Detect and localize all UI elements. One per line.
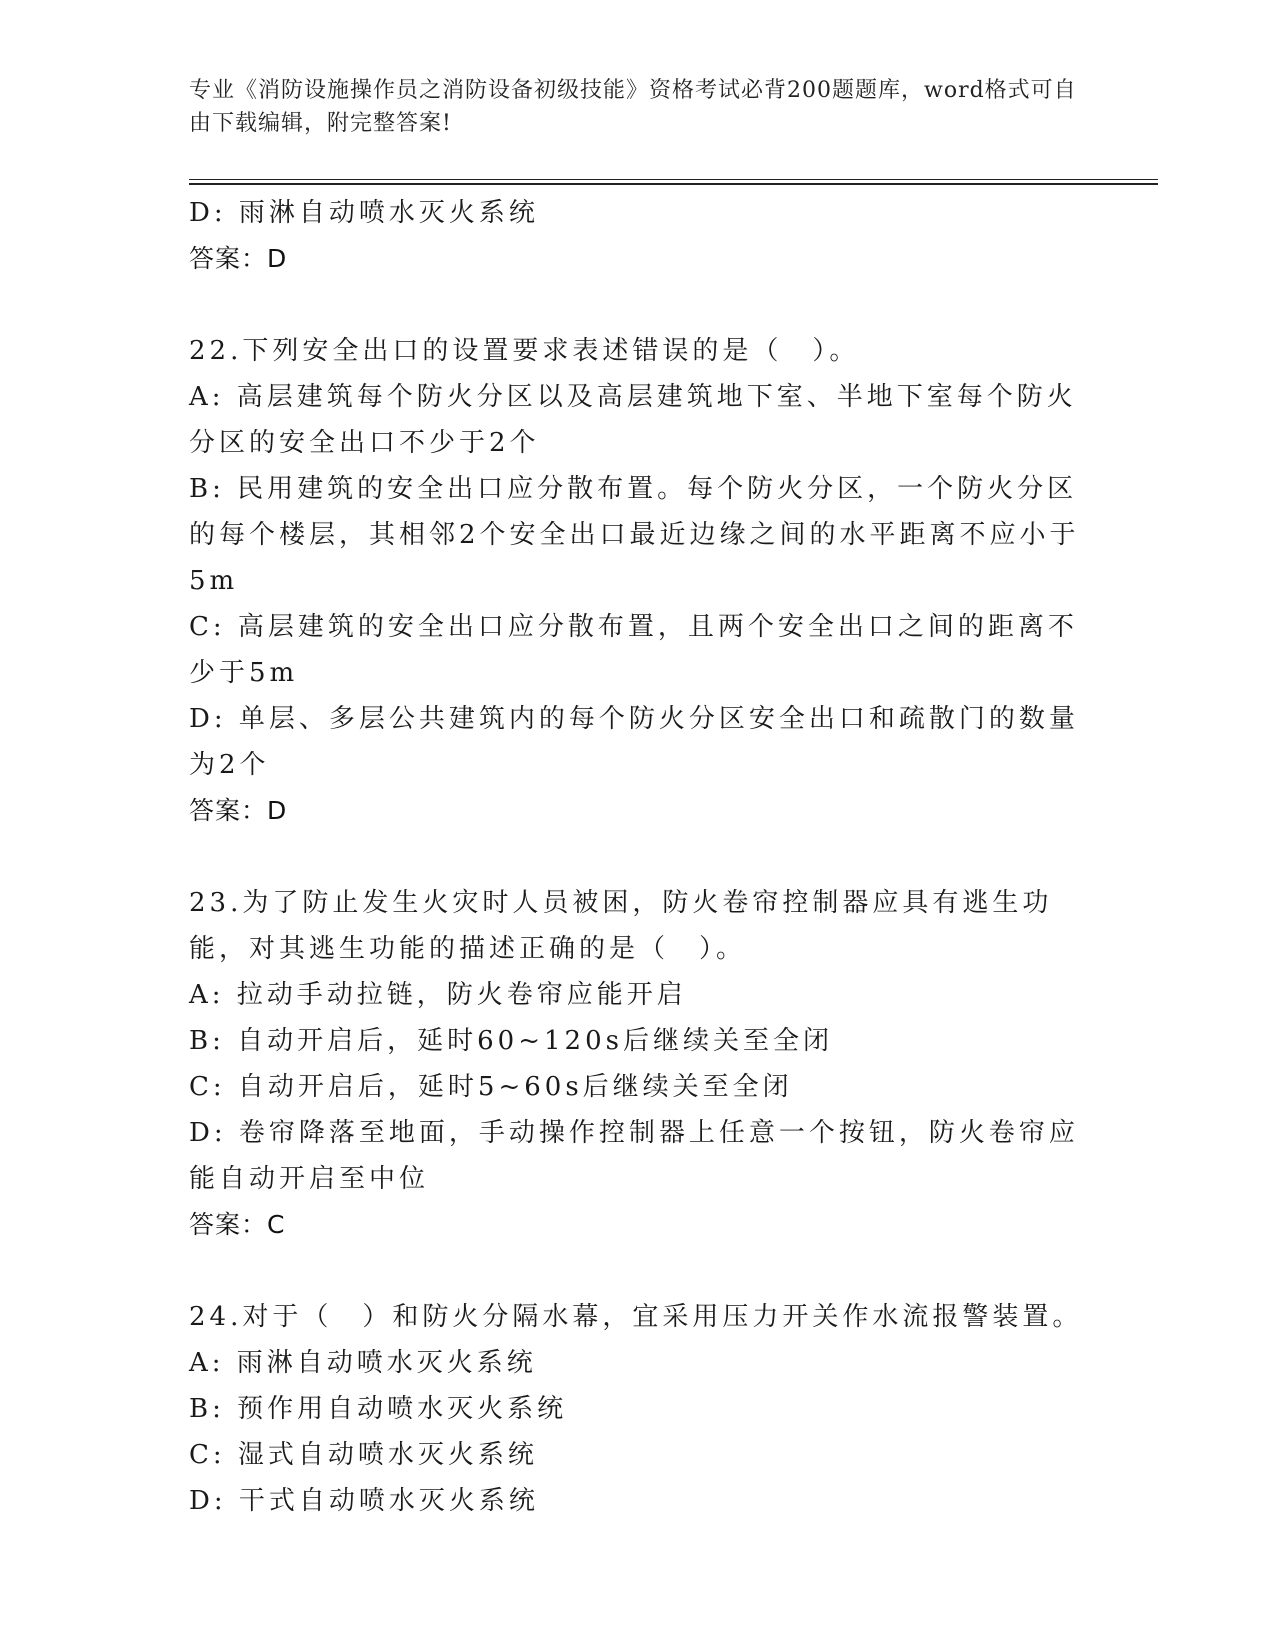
header-rule-thin	[189, 179, 1158, 180]
q22-stem: 22.下列安全出口的设置要求表述错误的是（ ）。	[189, 336, 860, 366]
q24-option-b: B: 预作用自动喷水灭火系统	[189, 1394, 568, 1424]
q22-answer: 答案：D	[189, 796, 288, 825]
q24-option-a: A: 雨淋自动喷水灭火系统	[189, 1348, 537, 1378]
q23-answer: 答案：C	[189, 1210, 286, 1239]
q22-option-b: B: 民用建筑的安全出口应分散布置。每个防火分区，一个防火分区的每个楼层，其相邻2个安全出口最近边缘之间的水平距离不应小于5m	[189, 474, 1080, 596]
q24-stem: 24.对于（ ）和防火分隔水幕，宜采用压力开关作水流报警装置。	[189, 1302, 1083, 1332]
q23-option-c: C: 自动开启后，延时5~60s后继续关至全闭	[189, 1072, 793, 1102]
q21-answer: 答案：D	[189, 244, 288, 273]
q24-option-c: C: 湿式自动喷水灭火系统	[189, 1440, 538, 1470]
q22-option-a: A: 高层建筑每个防火分区以及高层建筑地下室、半地下室每个防火分区的安全出口不少于2个	[189, 382, 1077, 458]
q21-option-d: D: 雨淋自动喷水灭火系统	[189, 198, 539, 228]
spacer	[189, 1248, 1089, 1294]
q23-option-b: B: 自动开启后，延时60~120s后继续关至全闭	[189, 1026, 833, 1056]
q22-option-c: C: 高层建筑的安全出口应分散布置，且两个安全出口之间的距离不少于5m	[189, 612, 1078, 688]
q23-stem: 23.为了防止发生火灾时人员被困，防火卷帘控制器应具有逃生功能，对其逃生功能的描述正确的是（ ）。	[189, 888, 1053, 964]
header-rule-thick	[189, 183, 1158, 185]
spacer	[189, 834, 1089, 880]
q23-option-d: D: 卷帘降落至地面，手动操作控制器上任意一个按钮，防火卷帘应能自动开启至中位	[189, 1118, 1079, 1194]
document-header: 专业《消防设施操作员之消防设备初级技能》资格考试必背200题题库，word格式可自由下载编辑，附完整答案!	[189, 78, 1077, 136]
spacer	[189, 282, 1089, 328]
q23-option-a: A: 拉动手动拉链，防火卷帘应能开启	[189, 980, 687, 1010]
q22-option-d: D: 单层、多层公共建筑内的每个防火分区安全出口和疏散门的数量为2个	[189, 704, 1079, 780]
q24-option-d: D: 干式自动喷水灭火系统	[189, 1486, 539, 1516]
question-content	[189, 190, 1089, 1524]
